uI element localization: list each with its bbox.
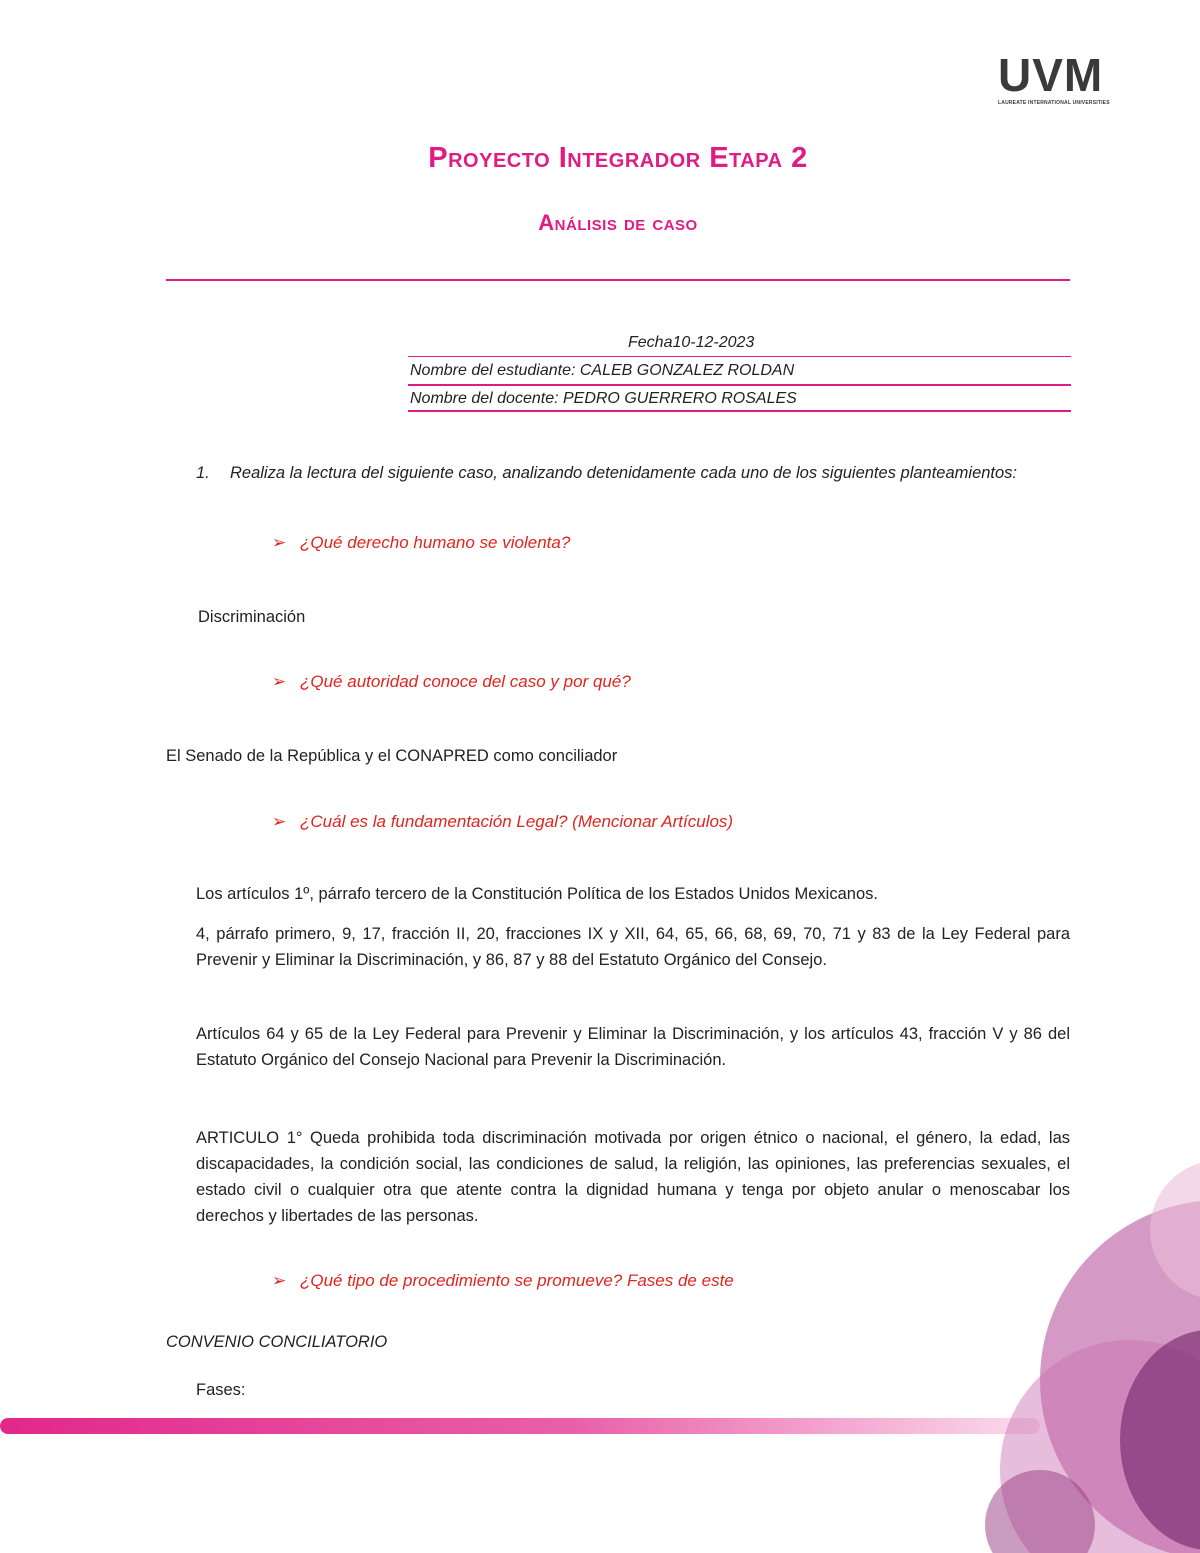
fecha-rule <box>408 356 1071 357</box>
page-subtitle: Análisis de caso <box>538 210 698 235</box>
answer-3-paragraph-1: Los artículos 1º, párrafo tercero de la Constitución Política de los Estados Unidos Mexicanos. <box>196 885 878 903</box>
answer-3-paragraph-3: Artículos 64 y 65 de la Ley Federal para Prevenir y Eliminar la Discriminación, y los artículos 43, fracción V y 86 del Estatuto Orgánico del Consejo Nacional para Prevenir la Discriminación. <box>196 1025 1070 1069</box>
answer-3-paragraph-4: ARTICULO 1° Queda prohibida toda discriminación motivada por origen étnico o nacional, el género, la edad, las discapacidades, la condición social, las condiciones de salud, la religión, las opiniones, las preferencias sexuales, el estado civil o cualquier otra que atente contra la dignidad humana y tenga por objeto anular o menoscabar los derechos y libertades de las personas. <box>196 1129 1070 1225</box>
question-4-text: ¿Qué tipo de procedimiento se promueve? Fases de este <box>300 1271 734 1290</box>
question-1-text: ¿Qué derecho humano se violenta? <box>300 533 571 552</box>
decor-circle-dark <box>1120 1330 1200 1550</box>
question-3-text: ¿Cuál es la fundamentación Legal? (Mencionar Artículos) <box>300 812 734 831</box>
fecha-line: Fecha10-12-2023 <box>628 334 755 351</box>
question-2-text: ¿Qué autoridad conoce del caso y por qué? <box>300 672 631 691</box>
student-rule <box>408 384 1071 386</box>
arrow-bullet-icon: ➢ <box>272 812 287 831</box>
page-title: Proyecto Integrador Etapa 2 <box>428 142 808 174</box>
arrow-bullet-icon: ➢ <box>272 672 287 691</box>
student-name: Nombre del estudiante: CALEB GONZALEZ ROLDAN <box>410 362 795 379</box>
question-3 <box>272 812 733 832</box>
arrow-bullet-icon: ➢ <box>272 1271 287 1290</box>
logo-tagline: LAUREATE INTERNATIONAL UNIVERSITIES <box>998 100 1110 106</box>
instruction-number: 1. <box>196 464 210 482</box>
decor-circle-light <box>1150 1160 1200 1300</box>
pink-swoosh-bar <box>0 1418 1040 1434</box>
question-1 <box>272 533 570 553</box>
question-4 <box>272 1271 734 1291</box>
answer-4-title: CONVENIO CONCILIATORIO <box>166 1333 388 1351</box>
header-divider <box>166 279 1070 281</box>
teacher-rule <box>408 410 1071 412</box>
decor-circle-large <box>1040 1200 1200 1553</box>
uvm-logo <box>998 49 1122 108</box>
answer-1: Discriminación <box>198 608 306 626</box>
question-2 <box>272 672 631 692</box>
instruction-text: Realiza la lectura del siguiente caso, analizando detenidamente cada uno de los siguientes planteamientos: <box>230 464 1018 482</box>
answer-4-fases: Fases: <box>196 1381 246 1399</box>
decor-circle-small <box>985 1470 1095 1553</box>
decor-circle-mid <box>1000 1340 1200 1553</box>
arrow-bullet-icon: ➢ <box>272 533 287 552</box>
logo-wordmark: UVM <box>998 49 1104 101</box>
teacher-name: Nombre del docente: PEDRO GUERRERO ROSALES <box>410 390 797 407</box>
answer-3-paragraph-2: 4, párrafo primero, 9, 17, fracción II, 20, fracciones IX y XII, 64, 65, 66, 68, 69, 70, 71 y 83 de la Ley Federal para Prevenir y Eliminar la Discriminación, y 86, 87 y 88 del Estatuto Orgánico del Consejo. <box>196 925 1070 969</box>
answer-2: El Senado de la República y el CONAPRED como conciliador <box>166 747 618 765</box>
